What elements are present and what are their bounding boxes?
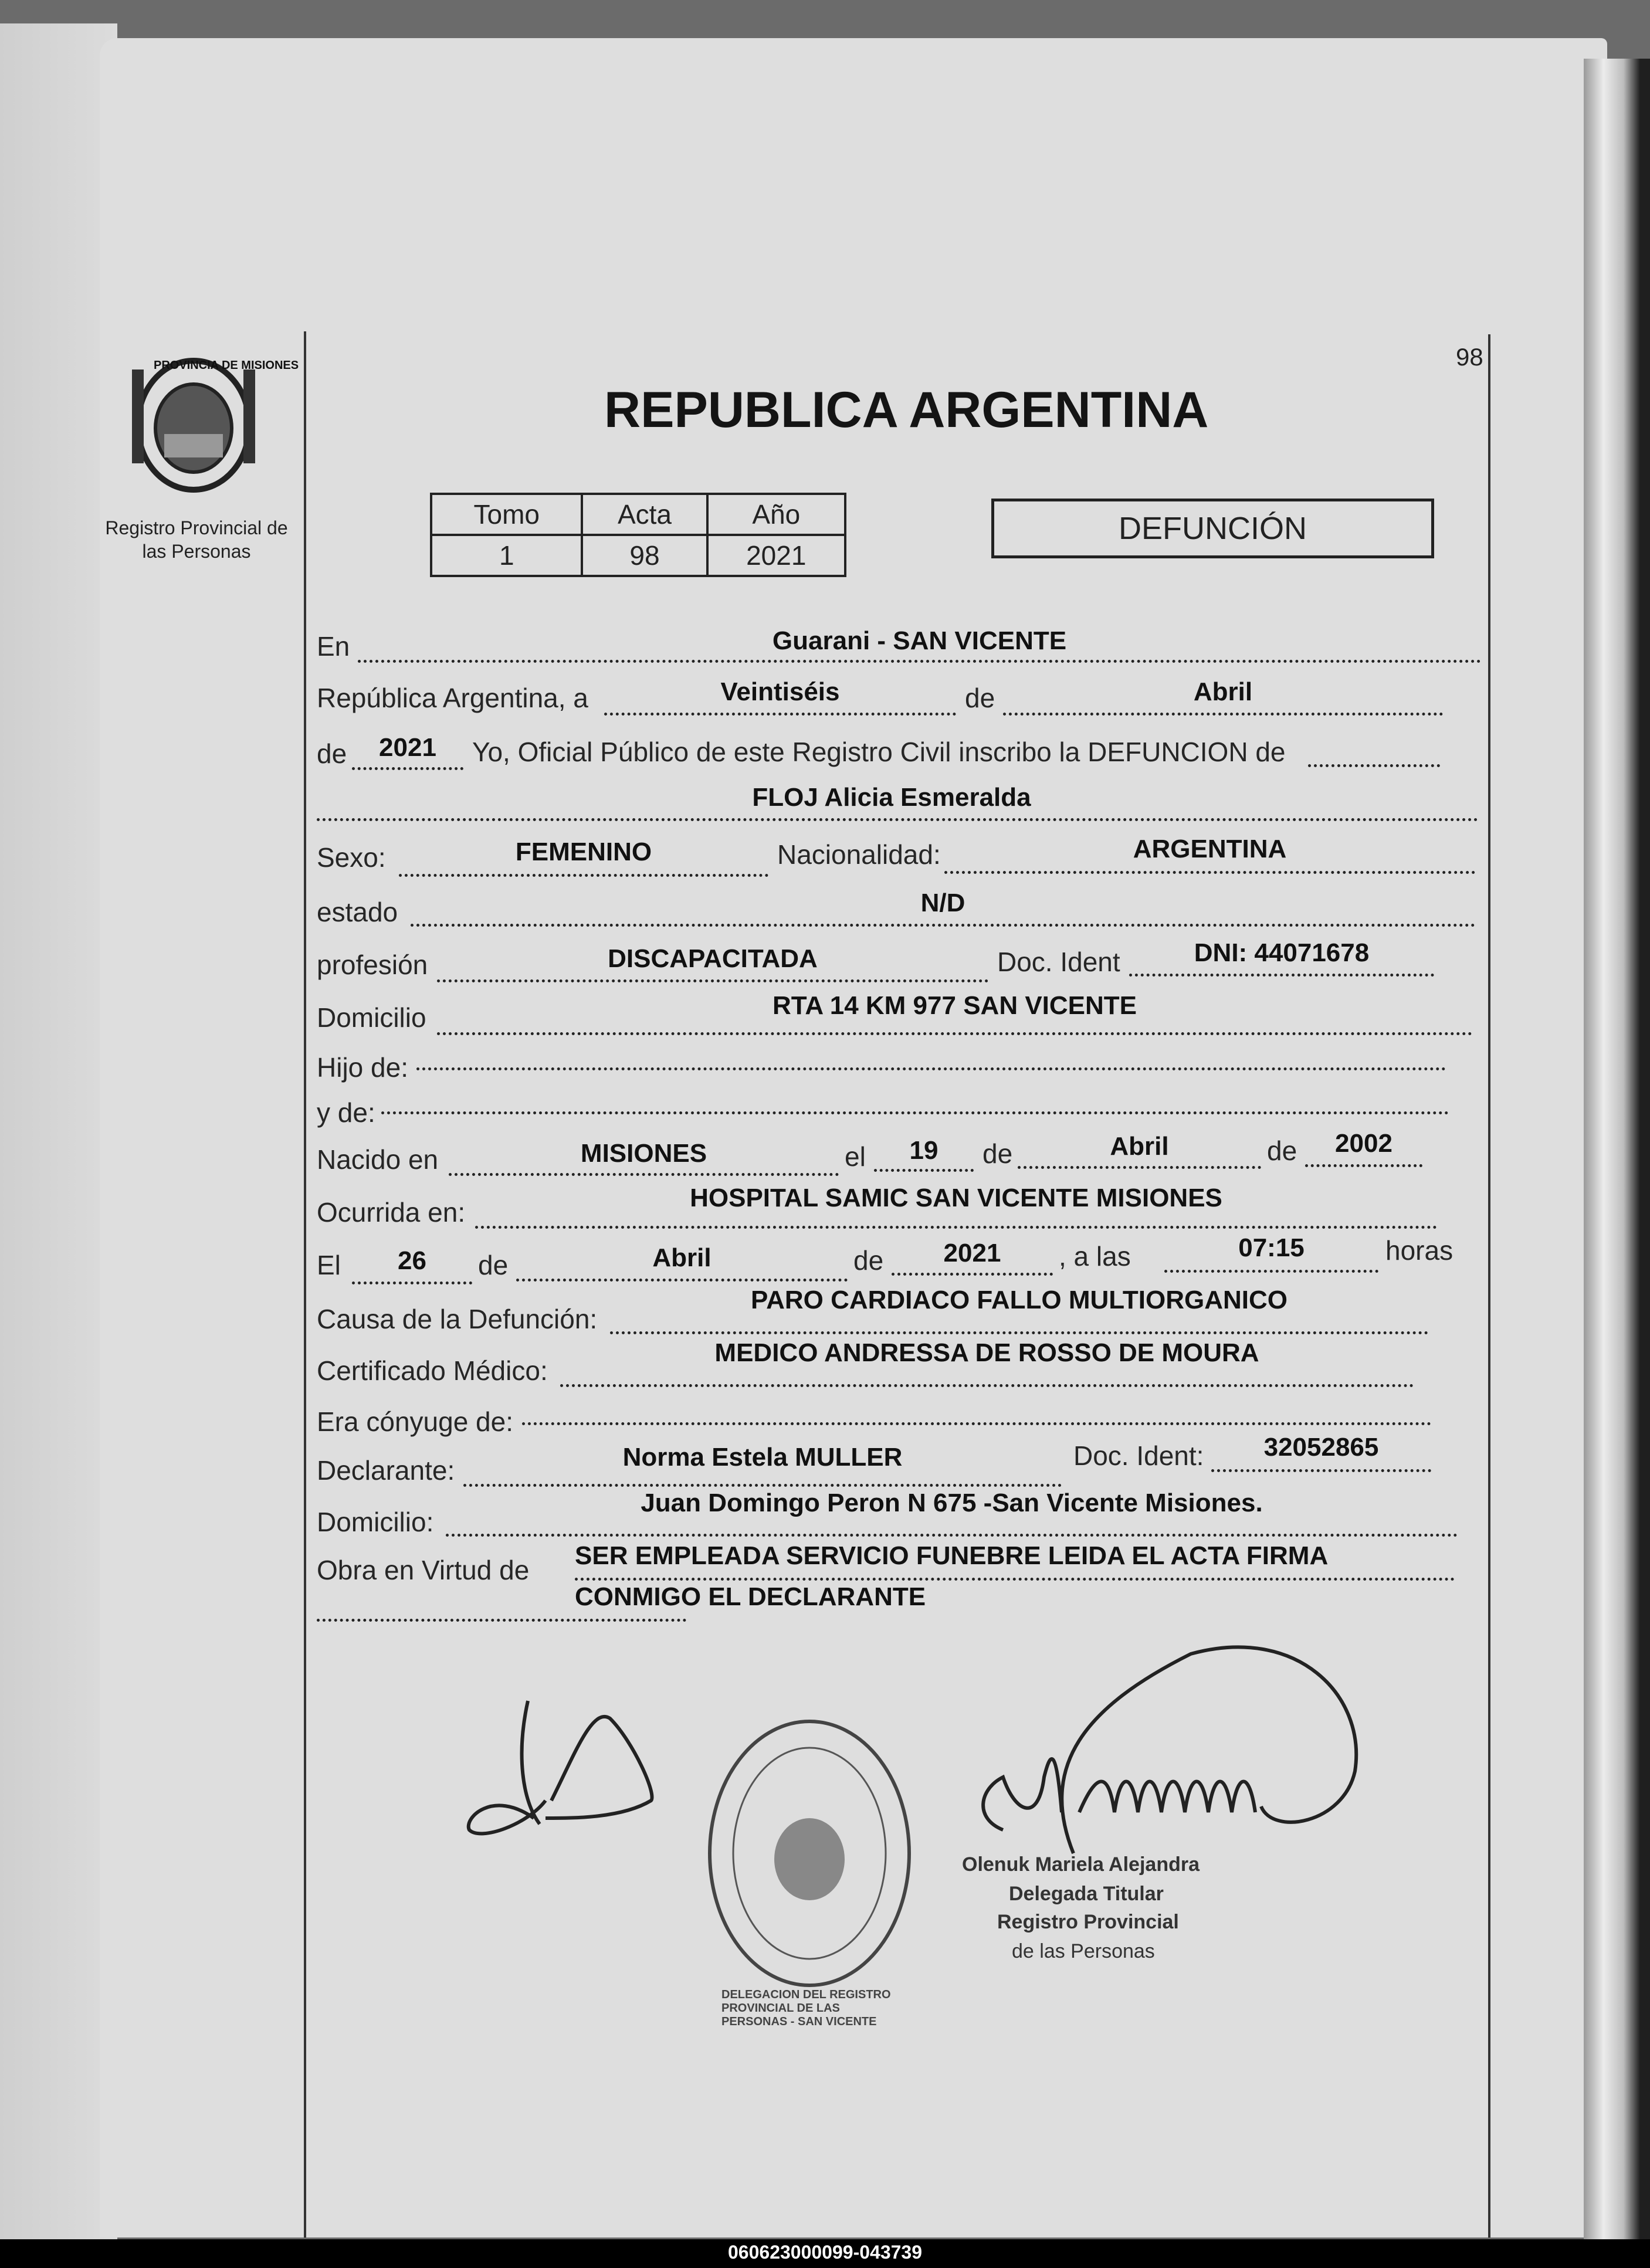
def-mes: Abril	[652, 1243, 712, 1272]
dotted-line	[399, 874, 768, 877]
profesion-value: DISCAPACITADA	[608, 944, 818, 973]
nacionalidad-value: ARGENTINA	[1133, 835, 1287, 863]
el-label: El	[317, 1250, 341, 1280]
dotted-line	[358, 660, 1481, 663]
causa-value: PARO CARDIACO FALLO MULTIORGANICO	[751, 1286, 1288, 1314]
dotted-line	[475, 1226, 1437, 1229]
de-label: de	[317, 738, 347, 769]
anio-value: 2021	[379, 733, 436, 762]
horas-label: horas	[1385, 1235, 1454, 1266]
registry-name: Registro Provincial de las Personas	[105, 517, 288, 562]
barcode-number: 060623000099-043739	[728, 2242, 922, 2263]
domicilio-label: Domicilio	[317, 1002, 426, 1033]
dotted-line	[1129, 974, 1434, 977]
dotted-line	[317, 1619, 686, 1622]
registry-stamp-icon	[704, 1713, 915, 1994]
declarante-label: Declarante:	[317, 1455, 455, 1486]
sexo-value: FEMENINO	[515, 838, 652, 866]
dotted-line	[1308, 764, 1440, 767]
certificado-label: Certificado Médico:	[317, 1355, 548, 1386]
yde-label: y de:	[317, 1097, 375, 1128]
right-margin-line	[1488, 334, 1490, 2238]
alas-label: , a las	[1059, 1241, 1131, 1272]
nombre-value: FLOJ Alicia Esmeralda	[752, 783, 1031, 812]
signer-role: Delegada Titular	[1009, 1883, 1164, 1905]
seal-label: PROVINCIA DE MISIONES	[154, 359, 299, 372]
domicilio-label: Domicilio:	[317, 1507, 434, 1537]
dotted-line	[874, 1169, 974, 1172]
signature-right-icon	[968, 1636, 1378, 1871]
def-anio: 2021	[943, 1239, 1001, 1267]
dotted-line	[449, 1173, 839, 1176]
domicilio-value: RTA 14 KM 977 SAN VICENTE	[772, 991, 1137, 1020]
dotted-line	[352, 1282, 472, 1284]
dotted-line	[944, 871, 1475, 874]
def-hora: 07:15	[1238, 1233, 1305, 1262]
declarante-value: Norma Estela MULLER	[622, 1443, 903, 1472]
dotted-line	[317, 818, 1478, 821]
acta-header: Acta	[582, 494, 707, 535]
dotted-line	[437, 1032, 1472, 1035]
anio-header: Año	[707, 494, 845, 535]
doc-value: DNI: 44071678	[1194, 938, 1370, 967]
nac-anio: 2002	[1335, 1129, 1392, 1158]
obra-value-text: SER EMPLEADA SERVICIO FUNEBRE LEIDA EL ACTA FIRMA CONMIGO EL DECLARANTE	[575, 1541, 1327, 1611]
dotted-line	[604, 713, 956, 716]
dotted-line	[463, 1484, 1062, 1487]
dotted-line	[892, 1273, 1053, 1276]
dotted-line	[610, 1331, 1428, 1334]
dotted-line	[575, 1578, 1455, 1581]
dotted-line	[1305, 1164, 1422, 1167]
left-margin-line	[304, 331, 306, 2238]
de-label: de	[853, 1245, 884, 1276]
nacido-value: MISIONES	[580, 1139, 707, 1168]
dotted-line	[381, 1111, 1449, 1114]
dotted-line	[352, 767, 463, 770]
dia-value: Veintiséis	[720, 677, 840, 706]
tomo-value: 1	[431, 535, 582, 576]
anio-value: 2021	[707, 535, 845, 576]
dotted-line	[1211, 1469, 1431, 1472]
en-label: En	[317, 631, 350, 662]
doc-value: 32052865	[1263, 1433, 1379, 1462]
mes-value: Abril	[1193, 677, 1253, 706]
signer-office-2: de las Personas	[1012, 1940, 1155, 1962]
doc-label: Doc. Ident	[997, 947, 1120, 977]
tomo-acta-anio-table	[430, 493, 846, 577]
dotted-line	[411, 924, 1475, 927]
signature-left-icon	[458, 1683, 669, 1847]
domicilio-value: Juan Domingo Peron N 675 -San Vicente Misiones.	[641, 1489, 1263, 1517]
book-edge	[1584, 59, 1650, 2240]
hijo-label: Hijo de:	[317, 1052, 408, 1083]
el-label: el	[845, 1141, 866, 1172]
profesion-label: profesión	[317, 950, 428, 980]
obra-label: Obra en Virtud de	[317, 1555, 530, 1585]
certificado-value: MEDICO ANDRESSA DE ROSSO DE MOURA	[714, 1338, 1259, 1367]
republica-label: República Argentina, a	[317, 683, 588, 713]
dotted-line	[416, 1067, 1446, 1070]
de-label: de	[478, 1250, 509, 1280]
dotted-line	[560, 1384, 1414, 1387]
conyuge-label: Era cónyuge de:	[317, 1406, 514, 1437]
dotted-line	[522, 1422, 1431, 1425]
de-label: de	[982, 1138, 1013, 1169]
nacido-label: Nacido en	[317, 1144, 439, 1175]
doc-label: Doc. Ident:	[1073, 1440, 1204, 1471]
obra-value	[575, 1535, 1455, 1618]
ocurrida-value: HOSPITAL SAMIC SAN VICENTE MISIONES	[690, 1184, 1222, 1212]
lugar-value: Guarani - SAN VICENTE	[772, 626, 1067, 655]
causa-label: Causa de la Defunción:	[317, 1304, 598, 1334]
dotted-line	[437, 979, 988, 982]
page-number: 98	[1456, 343, 1483, 371]
dotted-line	[1164, 1270, 1378, 1273]
dotted-line	[1018, 1166, 1261, 1169]
dotted-line	[516, 1279, 848, 1282]
acta-value: 98	[582, 535, 707, 576]
nac-mes: Abril	[1110, 1132, 1169, 1161]
inscribo-text: Yo, Oficial Público de este Registro Civil inscribo la DEFUNCION de	[472, 737, 1286, 767]
de-label: de	[1267, 1135, 1297, 1166]
estado-value: N/D	[920, 889, 965, 917]
stamp-text: DELEGACION DEL REGISTRO PROVINCIAL DE LAS PERSONAS - SAN VICENTE	[721, 1988, 891, 2028]
signer-name: Olenuk Mariela Alejandra	[962, 1853, 1200, 1876]
document-title: REPUBLICA ARGENTINA	[604, 382, 1209, 438]
record-type-box: DEFUNCIÓN	[991, 499, 1434, 558]
nacionalidad-label: Nacionalidad:	[777, 839, 941, 870]
tomo-header: Tomo	[431, 494, 582, 535]
estado-label: estado	[317, 897, 398, 927]
sexo-label: Sexo:	[317, 842, 386, 873]
ocurrida-label: Ocurrida en:	[317, 1197, 466, 1228]
def-dia: 26	[398, 1246, 426, 1275]
nac-dia: 19	[909, 1136, 938, 1165]
de-label: de	[965, 683, 995, 713]
signer-office: Registro Provincial	[997, 1911, 1179, 1933]
dotted-line	[1003, 713, 1443, 716]
